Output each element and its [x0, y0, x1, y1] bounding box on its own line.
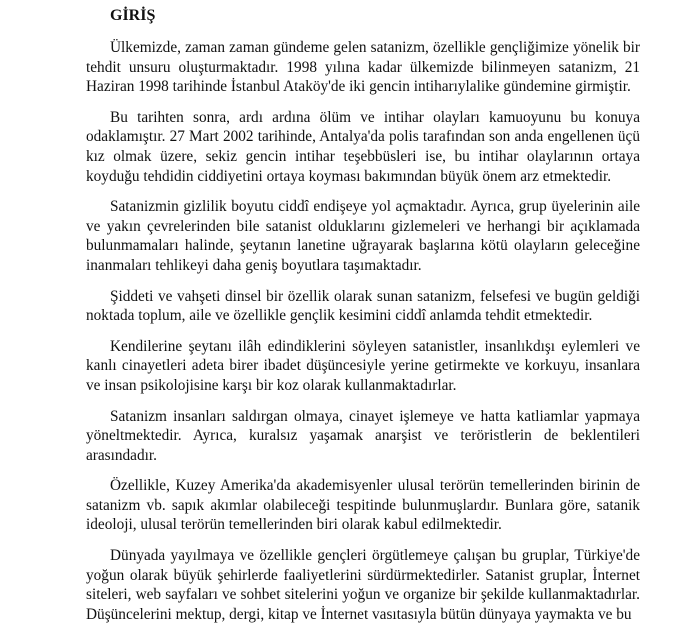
- paragraph-6: Satanizm insanları saldırgan olmaya, cinayet işlemeye ve hatta katliamlar yapmaya yöneltmektedir. Ayrıca, kuralsız yaşamak anarşist ve teröristlerin de beklentileri arasındadır.: [86, 407, 640, 464]
- paragraph-7: Özellikle, Kuzey Amerika'da akademisyenler ulusal terörün temellerinden birinin de satanizm vb. sapık akımlar olabileceği tespitinde bulunmuşlardır. Bunlara göre, satanik ideoloji, ulusal terörün temellerinden biri olarak kabul edilmektedir.: [86, 477, 640, 534]
- paragraph-8: Dünyada yayılmaya ve özellikle gençleri örgütlemeye çalışan bu gruplar, Türkiye'de yoğun olarak büyük şehirlerde faaliyetlerini sürdürmektedirler. Satanist gruplar, İnternet siteleri, web sayfaları ve sohbet sitelerini yoğun ve organize bir şekilde kullanmaktadırlar. Düşüncelerini mektup, dergi, kitap ve İnternet vasıtasıyla bütün dünyaya yaymakta ve bu: [86, 547, 640, 623]
- document-page: [86, 6, 640, 635]
- paragraph-5: Kendilerine şeytanı ilâh edindiklerini söyleyen satanistler, insanlıkdışı eylemleri ve kanlı cinayetleri adeta birer ibadet düşüncesiyle yerine getirmekte ve korkuyu, insanlara ve insan psikolojisine karşı bir koz olarak kullanmaktadırlar.: [86, 337, 640, 394]
- paragraph-2: Bu tarihten sonra, ardı ardına ölüm ve intihar olayları kamuoyunu bu konuya odaklamıştır. 27 Mart 2002 tarihinde, Antalya'da polis tarafından son anda engellenen üçü kız olmak üzere, sekiz gencin intihar teşebbüsleri ise, bu intihar olaylarının ortaya koyduğu tehdidin ciddiyetini ortaya koyması bakımından büyük önem arz etmektedir.: [86, 108, 640, 185]
- paragraph-4: Şiddeti ve vahşeti dinsel bir özellik olarak sunan satanizm, felsefesi ve bugün geldiği noktada toplum, aile ve özellikle gençlik kesimini ciddî anlamda tehdit etmektedir.: [86, 287, 640, 325]
- paragraph-3: Satanizmin gizlilik boyutu ciddî endişeye yol açmaktadır. Ayrıca, grup üyelerinin aile ve yakın çevrelerinden bile satanist olduklarını gizlemeleri ve herhangi bir açıklamada bulunmamaları halinde, şeytanın lanetine uğrayarak başlarına kötü olayların geleceğine inanmaları tehlikeyi daha geniş boyutlara taşımaktadır.: [86, 198, 640, 274]
- paragraph-1: Ülkemizde, zaman zaman gündeme gelen satanizm, özellikle gençliğimize yönelik bir tehdit unsuru oluşturmaktadır. 1998 yılına kadar ülkemizde bilinmeyen satanizm, 21 Haziran 1998 tarihinde İstanbul Ataköy'de iki gencin intiharıylalike gündemine girmiştir.: [86, 39, 640, 96]
- section-heading: GİRİŞ: [110, 7, 156, 24]
